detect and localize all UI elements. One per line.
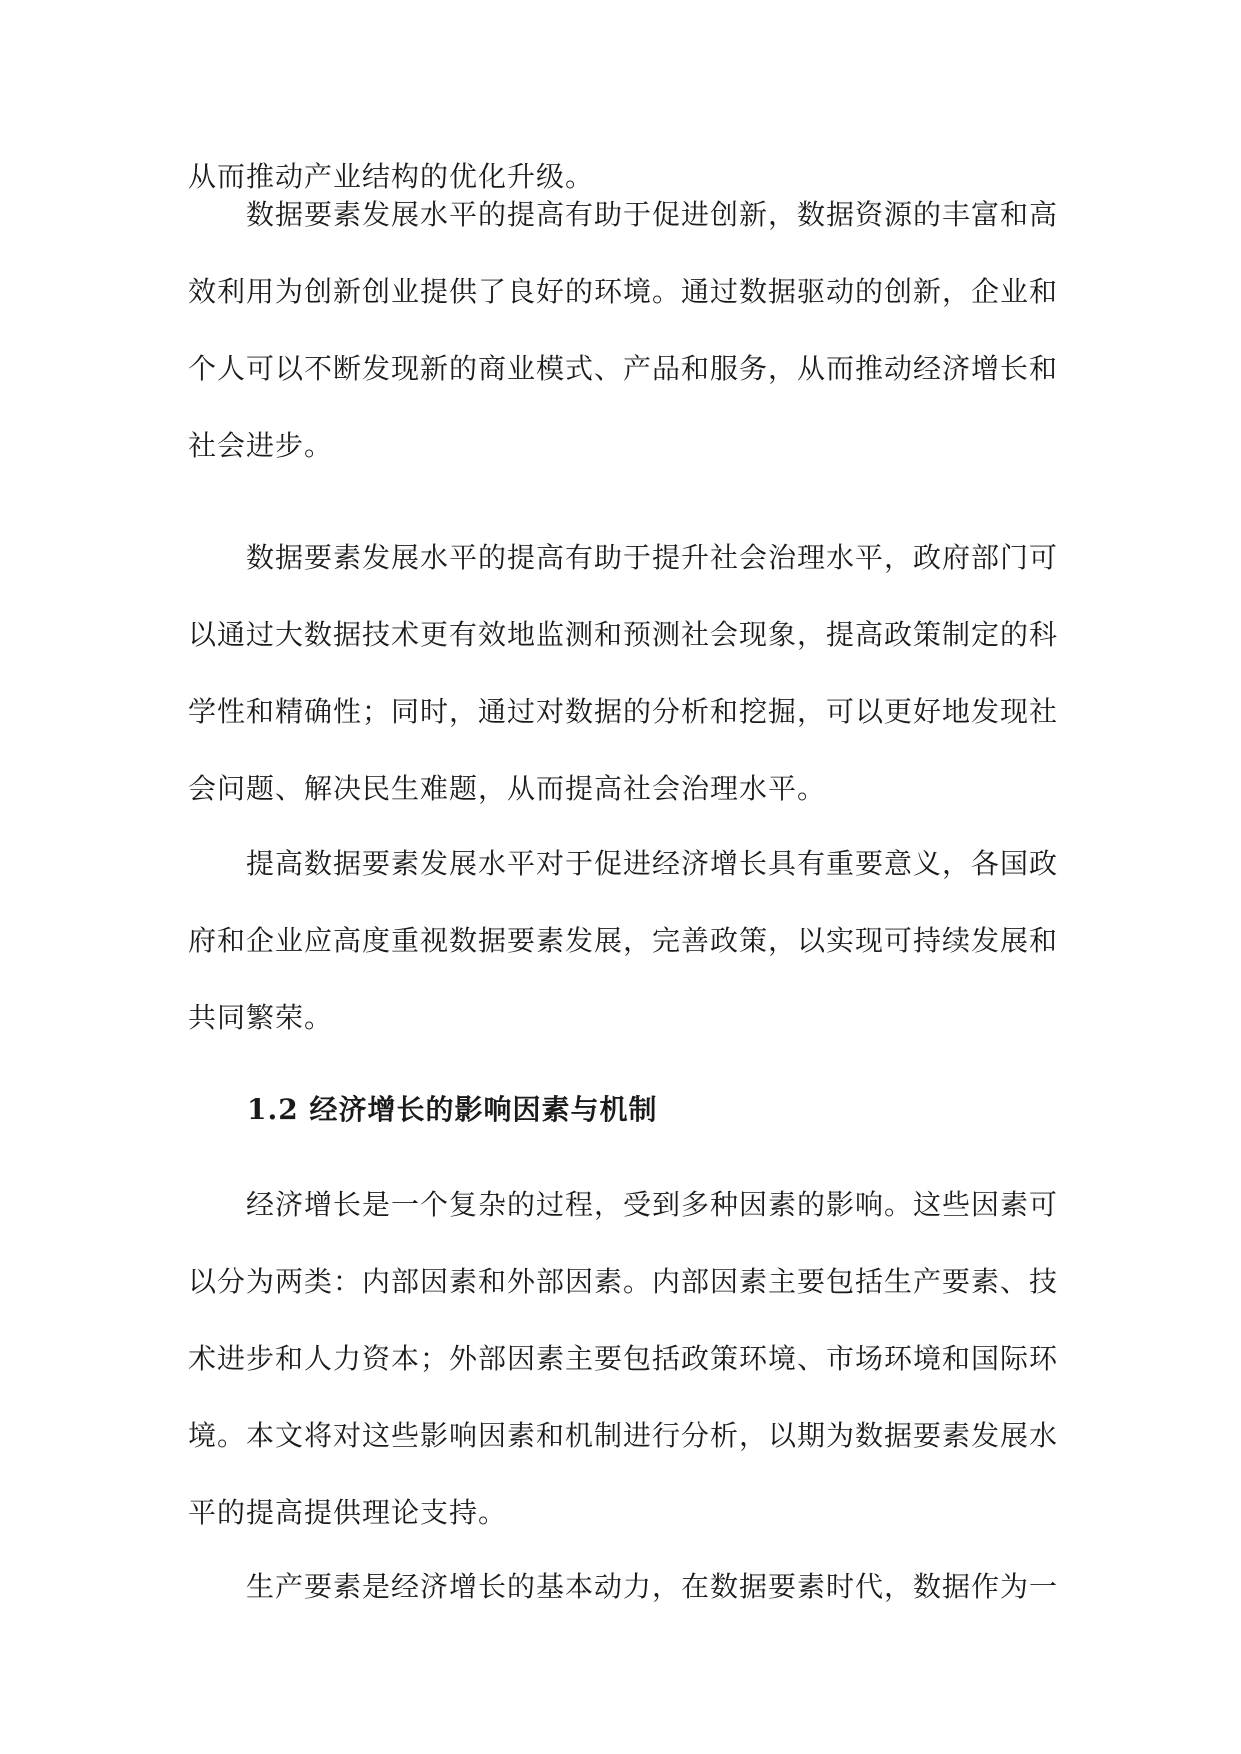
- paragraph-growth-factors: 经济增长是一个复杂的过程，受到多种因素的影响。这些因素可以分为两类：内部因素和外部因素。内部因素主要包括生产要素、技术进步和人力资本；外部因素主要包括政策环境、市场环境和国际环境。本文将对这些影响因素和机制进行分析，以期为数据要素发展水平的提高提供理论支持。: [188, 1188, 1059, 1529]
- paragraph-continuation: 从而推动产业结构的优化升级。: [188, 160, 595, 193]
- paragraph-conclusion: 提高数据要素发展水平对于促进经济增长具有重要意义，各国政府和企业应高度重视数据要素发展，完善政策，以实现可持续发展和共同繁荣。: [188, 847, 1059, 1034]
- paragraph-production-factors: 生产要素是经济增长的基本动力，在数据要素时代，数据作为一: [246, 1570, 1059, 1603]
- paragraph-governance: 数据要素发展水平的提高有助于提升社会治理水平，政府部门可以通过大数据技术更有效地监测和预测社会现象，提高政策制定的科学性和精确性；同时，通过对数据的分析和挖掘，可以更好地发现社会问题、解决民生难题，从而提高社会治理水平。: [188, 541, 1059, 805]
- paragraph-innovation: 数据要素发展水平的提高有助于促进创新，数据资源的丰富和高效利用为创新创业提供了良好的环境。通过数据驱动的创新，企业和个人可以不断发现新的商业模式、产品和服务，从而推动经济增长和社会进步。: [188, 198, 1059, 462]
- section-heading: 1.2 经济增长的影响因素与机制: [247, 1093, 658, 1126]
